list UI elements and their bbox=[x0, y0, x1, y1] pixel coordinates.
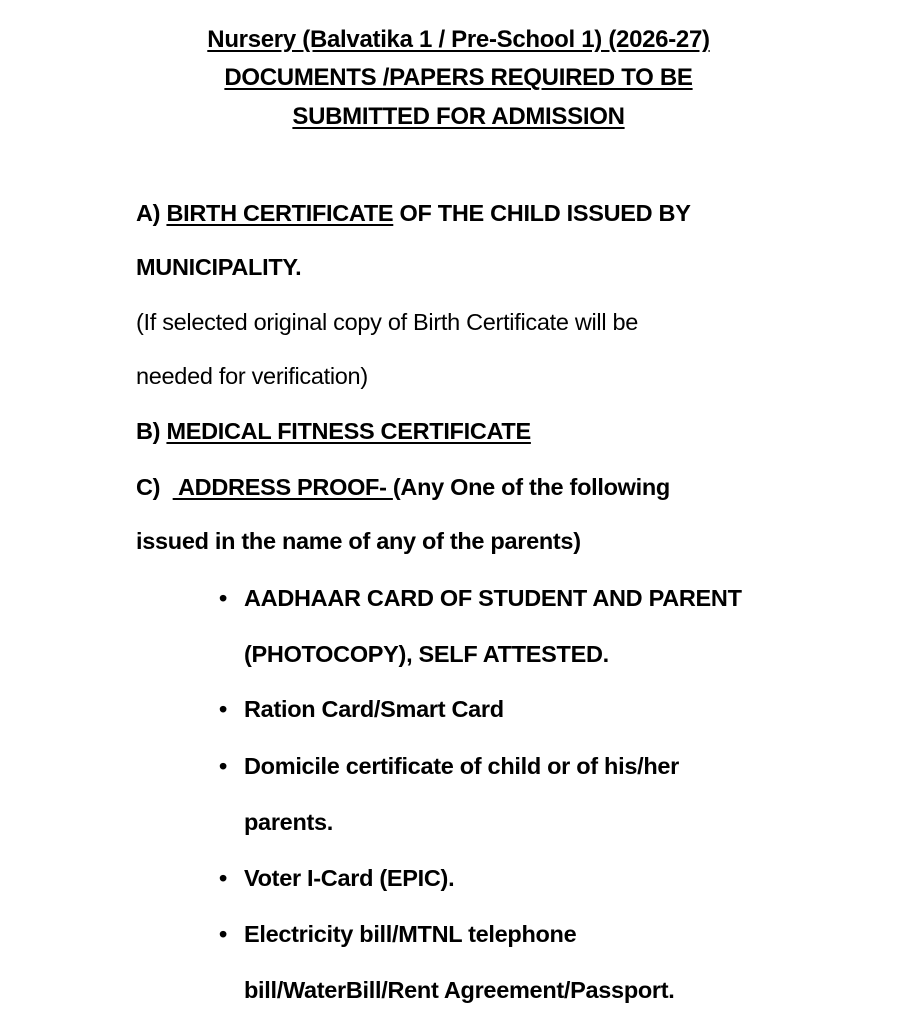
list-item: • Domicile certificate of child or of his/her bbox=[244, 739, 679, 793]
bullet-icon: • bbox=[219, 921, 227, 947]
section-a-line2: MUNICIPALITY. bbox=[136, 254, 302, 280]
list-item-continuation: bill/WaterBill/Rent Agreement/Passport. bbox=[244, 977, 675, 1003]
section-a-note-1: (If selected original copy of Birth Certificate will be bbox=[136, 309, 639, 335]
section-b bbox=[136, 404, 531, 458]
section-c-prefix: C) bbox=[136, 474, 173, 500]
list-item: • Ration Card/Smart Card bbox=[244, 682, 504, 736]
section-b-heading: MEDICAL FITNESS CERTIFICATE bbox=[166, 418, 531, 444]
list-item: • Voter I-Card (EPIC). bbox=[244, 851, 454, 905]
section-a-note-2: needed for verification) bbox=[136, 363, 368, 389]
section-c-line2: issued in the name of any of the parents) bbox=[136, 528, 581, 554]
section-a-rest: OF THE CHILD ISSUED BY bbox=[393, 200, 691, 226]
section-a-heading: BIRTH CERTIFICATE bbox=[166, 200, 394, 226]
bullet-icon: • bbox=[219, 585, 227, 611]
section-b-prefix: B) bbox=[136, 418, 167, 444]
bullet-icon: • bbox=[219, 696, 227, 722]
list-item-continuation: parents. bbox=[244, 809, 334, 835]
title-line-1: Nursery (Balvatika 1 / Pre-School 1) (2026-27) bbox=[207, 26, 710, 53]
list-item: • AADHAAR CARD OF STUDENT AND PARENT bbox=[244, 571, 742, 625]
section-a-prefix: A) bbox=[136, 200, 167, 226]
bullet-icon: • bbox=[219, 865, 227, 891]
title-line-3: SUBMITTED FOR ADMISSION bbox=[292, 103, 625, 130]
title-line-2: DOCUMENTS /PAPERS REQUIRED TO BE bbox=[224, 64, 693, 91]
list-item: • Electricity bill/MTNL telephone bbox=[244, 907, 576, 961]
section-c-rest: (Any One of the following bbox=[392, 474, 670, 500]
list-item-continuation: (PHOTOCOPY), SELF ATTESTED. bbox=[244, 641, 609, 667]
bullet-icon: • bbox=[219, 753, 227, 779]
section-c-heading: ADDRESS PROOF- bbox=[172, 474, 393, 500]
